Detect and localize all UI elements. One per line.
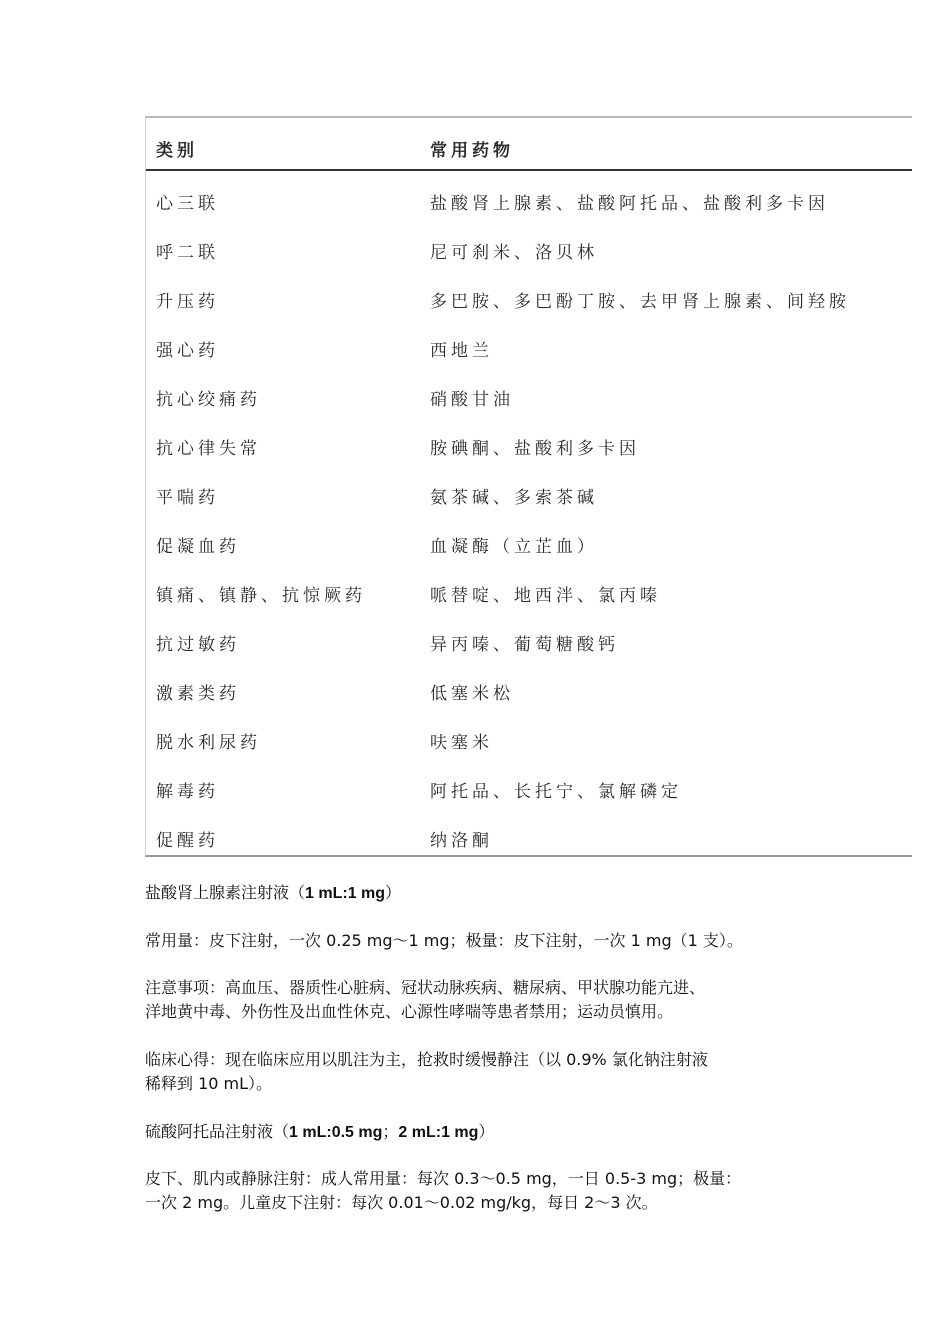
- table-row: [146, 273, 912, 322]
- atropine-spec-1: 1 mL:0.5 mg: [289, 1124, 383, 1141]
- category-cell: 促醒药: [156, 831, 219, 851]
- table-row: [146, 371, 912, 420]
- table-row: [146, 812, 912, 861]
- atropine-spec-2: 2 mL:1 mg: [398, 1124, 479, 1141]
- category-cell: 激素类药: [156, 684, 240, 704]
- category-cell: 脱水利尿药: [156, 733, 261, 753]
- header-drugs: 常用药物: [430, 141, 514, 161]
- paragraph-atropine-dose-line1: 皮下、肌内或静脉注射：成人常用量：每次 0.3～0.5 mg，一日 0.5-3 mg；极量：: [145, 1169, 742, 1188]
- drugs-cell: 血凝酶（立芷血）: [430, 537, 598, 557]
- drugs-cell: 硝酸甘油: [430, 390, 514, 410]
- atropine-separator: ；: [382, 1122, 399, 1141]
- paragraph-epinephrine-title: [145, 881, 401, 906]
- drugs-cell: 纳洛酮: [430, 831, 493, 851]
- atropine-title-text: 硫酸阿托品注射液（: [145, 1122, 290, 1141]
- category-cell: 抗过敏药: [156, 635, 240, 655]
- category-cell: 呼二联: [156, 243, 219, 263]
- category-cell: 抗心绞痛药: [156, 390, 261, 410]
- table-row: [146, 616, 912, 665]
- drugs-cell: 异丙嗪、葡萄糖酸钙: [430, 635, 619, 655]
- paragraph-precautions-line1: 注意事项：高血压、器质性心脏病、冠状动脉疾病、糖尿病、甲状腺功能亢进、: [145, 978, 706, 997]
- epinephrine-title-text: 盐酸肾上腺素注射液（: [145, 883, 306, 902]
- table-row: [146, 175, 912, 224]
- category-cell: 强心药: [156, 341, 219, 361]
- category-cell: 心三联: [156, 194, 219, 214]
- paragraph-atropine-title: [145, 1120, 494, 1145]
- table-row: [146, 224, 912, 273]
- drugs-cell: 尼可刹米、洛贝林: [430, 243, 598, 263]
- epinephrine-spec: 1 mL:1 mg: [305, 885, 386, 902]
- category-cell: 抗心律失常: [156, 439, 261, 459]
- drugs-cell: 多巴胺、多巴酚丁胺、去甲肾上腺素、间羟胺: [430, 292, 850, 312]
- table-row: [146, 714, 912, 763]
- table-row: [146, 420, 912, 469]
- epinephrine-title-close: ）: [385, 883, 402, 902]
- category-cell: 升压药: [156, 292, 219, 312]
- paragraph-precautions-line2: 洋地黄中毒、外伤性及出血性休克、心源性哮喘等患者禁用；运动员慎用。: [145, 1002, 674, 1021]
- paragraph-clinical-line2: 稀释到 10 mL）。: [145, 1074, 273, 1093]
- atropine-title-close: ）: [478, 1122, 495, 1141]
- category-cell: 解毒药: [156, 782, 219, 802]
- table-row: [146, 322, 912, 371]
- table-row: [146, 763, 912, 812]
- table-row: [146, 567, 912, 616]
- drugs-cell: 低塞米松: [430, 684, 514, 704]
- table-row: [146, 665, 912, 714]
- drugs-cell: 氨茶碱、多索茶碱: [430, 488, 598, 508]
- drugs-cell: 盐酸肾上腺素、盐酸阿托品、盐酸利多卡因: [430, 194, 829, 214]
- category-cell: 促凝血药: [156, 537, 240, 557]
- paragraph-epinephrine-dose: 常用量：皮下注射，一次 0.25 mg～1 mg；极量：皮下注射，一次 1 mg（1 支）。: [145, 931, 743, 950]
- drugs-cell: 呋塞米: [430, 733, 493, 753]
- table-header: [146, 118, 912, 171]
- drugs-cell: 阿托品、长托宁、氯解磷定: [430, 782, 682, 802]
- drugs-cell: 胺碘酮、盐酸利多卡因: [430, 439, 640, 459]
- drug-table: [145, 116, 912, 857]
- table-row: [146, 469, 912, 518]
- drugs-cell: 西地兰: [430, 341, 493, 361]
- paragraph-atropine-dose-line2: 一次 2 mg。儿童皮下注射：每次 0.01～0.02 mg/kg，每日 2～3 次。: [145, 1193, 658, 1212]
- paragraph-clinical-line1: 临床心得：现在临床应用以肌注为主，抢救时缓慢静注（以 0.9% 氯化钠注射液: [145, 1050, 708, 1069]
- header-category: 类别: [156, 141, 198, 161]
- table-row: [146, 518, 912, 567]
- category-cell: 镇痛、镇静、抗惊厥药: [156, 586, 366, 606]
- category-cell: 平喘药: [156, 488, 219, 508]
- drugs-cell: 哌替啶、地西泮、氯丙嗪: [430, 586, 661, 606]
